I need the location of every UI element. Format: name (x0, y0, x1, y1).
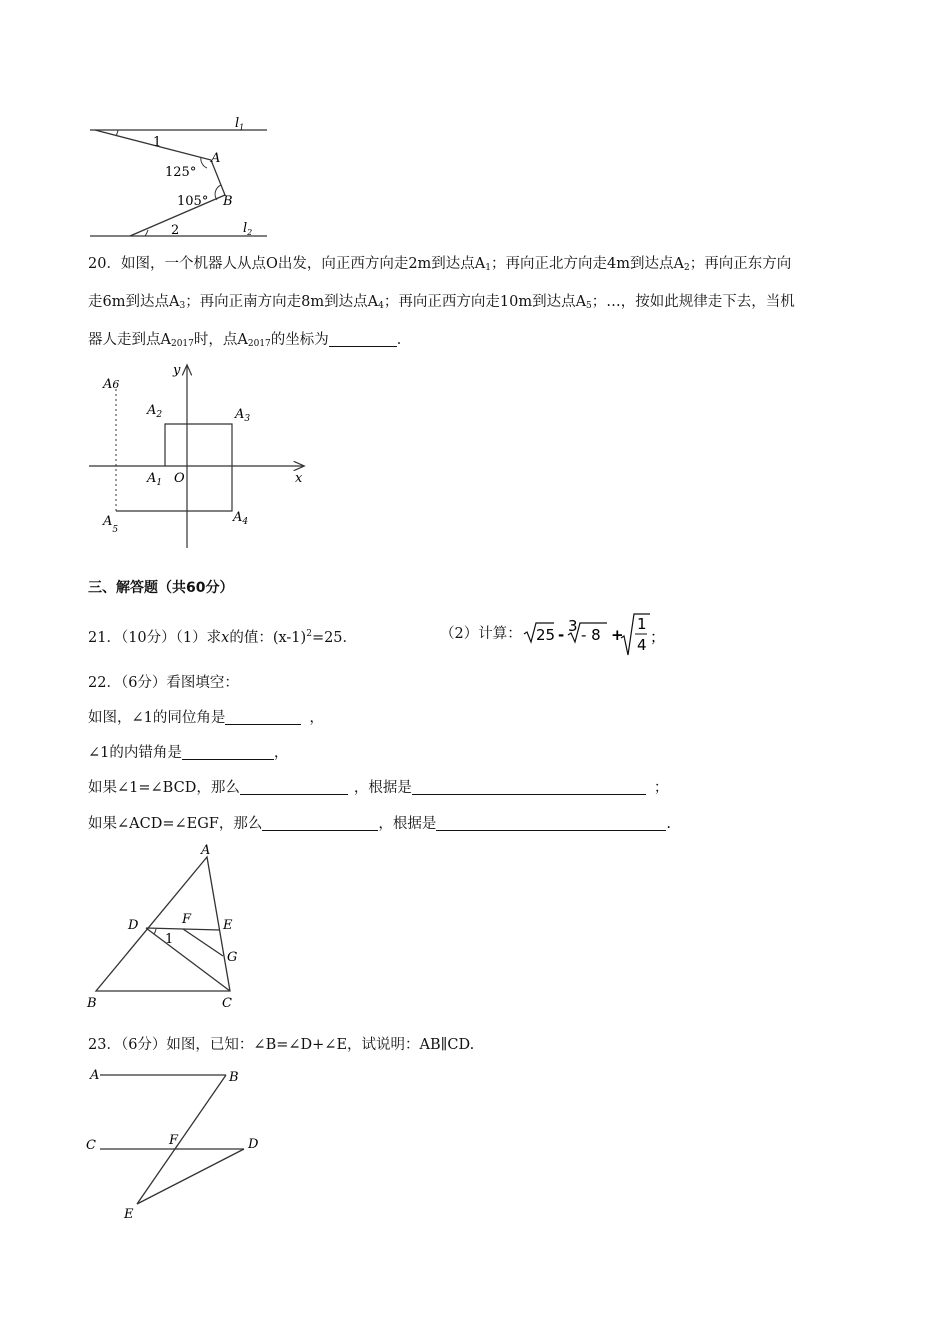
label-angle-a: 125° (165, 165, 197, 180)
label-e: E (223, 918, 233, 933)
label-b: B (87, 996, 97, 1011)
sqrt-25-value: 25 (536, 626, 556, 644)
q20-line-1: 20．如图，一个机器人从点O出发，向正西方向走2m到达点$A_1$；再向正北方向走4m到达点$A_2$；再向正东方向 (88, 256, 792, 273)
label-l1: $l_1$ (235, 116, 245, 132)
label-b: B (229, 1070, 239, 1085)
q22-line-3: 如果∠1=∠BCD，那么 ，根据是 ； (88, 780, 669, 796)
q22-blank-3[interactable] (240, 780, 348, 795)
label-a1: $A_1$ (147, 471, 163, 488)
label-c: C (86, 1138, 96, 1153)
label-f: F (182, 912, 192, 927)
label-l2: $l_2$ (243, 221, 253, 237)
label-angle-b: 105° (177, 194, 209, 209)
label-angle-2: 2 (171, 223, 180, 238)
label-a4: $A_4$ (233, 510, 249, 527)
q21-part-2-label: （2）计算： (440, 626, 522, 642)
q22-blank-2[interactable] (182, 745, 274, 760)
label-a6: A6 (103, 377, 120, 392)
label-angle-1: 1 (153, 135, 162, 150)
figure-q19 (85, 110, 285, 240)
expression-end: ； (650, 628, 666, 646)
q22-blank-1[interactable] (225, 710, 301, 725)
label-c: C (222, 996, 232, 1011)
cube-root-value: - 8 (581, 626, 601, 644)
label-a2: $A_2$ (147, 403, 163, 420)
figure-q22 (82, 840, 272, 1015)
q22-line-1: 如图，∠1的同位角是 ， (88, 710, 324, 726)
label-y: y (173, 363, 181, 378)
q22-blank-4[interactable] (412, 780, 646, 795)
label-a5: $A_5$ (103, 514, 119, 535)
label-a3: $A_3$ (235, 407, 251, 424)
label-point-b: B (223, 194, 233, 209)
segment-be (137, 1075, 226, 1204)
plus-sign: + (611, 626, 624, 644)
section-3-heading: 三、解答题（共60分） (88, 580, 234, 596)
q22-blank-5[interactable] (262, 816, 378, 831)
label-angle-1: 1 (165, 932, 174, 947)
label-g: G (227, 950, 238, 965)
q21-line: 21．（10分）（1）求x的值：$(x-1)^2=25$． (88, 629, 358, 646)
fraction-numerator: 1 (637, 615, 647, 633)
minus-sign: - (558, 626, 565, 644)
angle-1-arc (154, 929, 156, 934)
q20-line-2: 走6m到达点$A_3$；再向正南方向走8m到达点$A_4$；再向正西方向走10m到达点$A_5$；…，按如此规律走下去，当机 (88, 294, 795, 311)
segment-fg (183, 929, 223, 956)
angle-2-arc (145, 230, 148, 236)
label-d: D (248, 1137, 259, 1152)
label-point-a: A (211, 151, 221, 166)
figure-q23 (82, 1060, 272, 1225)
segment-ed (137, 1149, 244, 1204)
q22-title: 22．（6分）看图填空： (88, 675, 239, 691)
q20-line-3: 器人走到点$A_{2017}$时，点$A_{2017}$的坐标为 ． (88, 332, 412, 349)
label-x: x (295, 471, 303, 486)
triangle-abc (96, 857, 230, 991)
q21-expression (522, 612, 666, 658)
fraction-denominator: 4 (637, 636, 647, 654)
label-f: F (169, 1133, 179, 1148)
label-a: A (201, 843, 211, 858)
label-d: D (128, 918, 139, 933)
label-o: O (174, 471, 185, 486)
q23-text: 23．（6分）如图，已知：∠B=∠D+∠E，试说明：AB∥CD. (88, 1037, 475, 1053)
q22-line-4: 如果∠ACD=∠EGF，那么 ，根据是 . (88, 816, 671, 832)
figure-q20 (85, 358, 315, 553)
cube-root-index: 3 (568, 617, 578, 635)
q22-line-2: ∠1的内错角是 ， (88, 745, 289, 761)
label-a: A (90, 1068, 100, 1083)
q22-blank-6[interactable] (436, 816, 666, 831)
label-e: E (124, 1207, 134, 1222)
robot-path (116, 424, 232, 511)
segment-dc (146, 928, 230, 991)
q20-answer-blank[interactable] (329, 332, 397, 347)
